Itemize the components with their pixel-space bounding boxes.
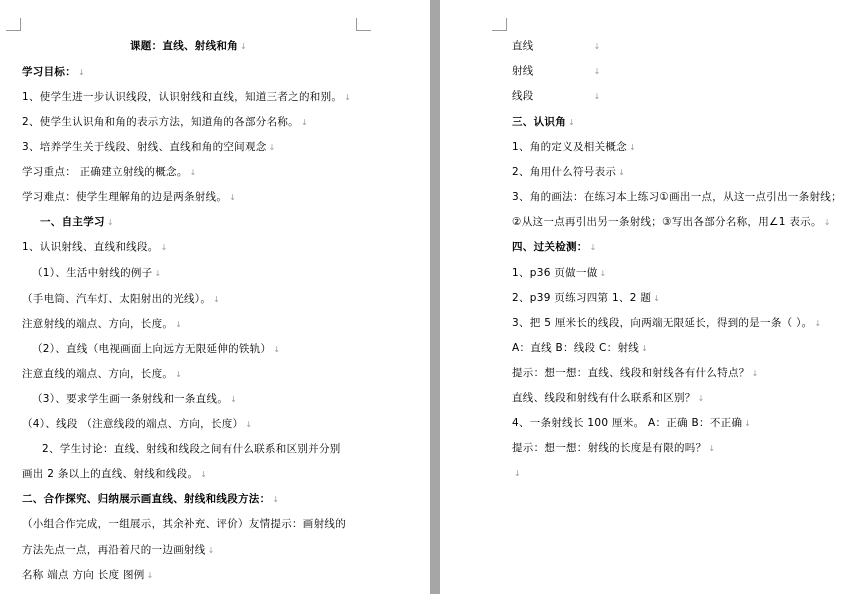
paragraph: （手电筒、汽车灯、太阳射出的光线）。 ↓: [22, 293, 221, 305]
paragraph: 1、角的定义及相关概念 ↓: [512, 141, 636, 153]
section-heading: 二、合作探究、归纳展示画直线、射线和线段方法： ↓: [22, 493, 280, 505]
margin-corner-mark: [356, 18, 371, 31]
margin-corner-mark: [492, 18, 507, 31]
paragraph: （3）、要求学生画一条射线和一条直线。 ↓: [32, 393, 238, 405]
paragraph: 1、使学生进一步认识线段，认识射线和直线，知道三者之的和别。 ↓: [22, 91, 352, 103]
margin-corner-mark: [6, 18, 21, 31]
paragraph: A：直线 B：线段 C：射线 ↓: [512, 342, 649, 354]
section-heading: 三、认识角 ↓: [512, 116, 576, 128]
paragraph: 注意直线的端点、方向，长度。 ↓: [22, 368, 183, 380]
section-heading: 一、自主学习 ↓: [40, 216, 114, 228]
paragraph: ②从这一点再引出另一条射线；③写出各部分名称，用∠1 表示。 ↓: [512, 216, 831, 228]
table-row-label: 射线 ↓: [512, 65, 601, 77]
paragraph: 2、角用什么符号表示 ↓: [512, 166, 626, 178]
paragraph: 2、p39 页练习四第 1、2 题 ↓: [512, 292, 661, 304]
paragraph: 学习目标： ↓: [22, 66, 86, 78]
paragraph: （4）、线段 （注意线段的端点、方向，长度） ↓: [22, 418, 253, 430]
paragraph: 1、认识射线、直线和线段。 ↓: [22, 241, 168, 253]
paragraph: 3、培养学生关于线段、射线、直线和角的空间观念 ↓: [22, 141, 276, 153]
document-page-right: [440, 0, 851, 594]
paragraph: 3、角的画法：在练习本上练习①画出一点，从这一点引出一条射线；: [512, 191, 842, 203]
table-row-label: 线段 ↓: [512, 90, 601, 102]
paragraph: 画出 2 条以上的直线、射线和线段。 ↓: [22, 468, 208, 480]
document-title: 课题：直线、射线和角 ↓: [130, 40, 248, 52]
paragraph: 提示：想一想：直线、线段和射线各有什么特点？ ↓: [512, 367, 759, 379]
empty-paragraph: ↓: [514, 469, 522, 478]
table-header-row: 名称 端点 方向 长度 图例 ↓: [22, 569, 154, 581]
paragraph: 2、学生讨论：直线、射线和线段之间有什么联系和区别并分别: [42, 443, 341, 455]
paragraph: 4、一条射线长 100 厘米。 A：正确 B：不正确 ↓: [512, 417, 752, 429]
page-gutter: [430, 0, 440, 594]
paragraph: 3、把 5 厘米长的线段，向两端无限延长，得到的是一条（ ）。 ↓: [512, 317, 822, 329]
paragraph: （1）、生活中射线的例子 ↓: [32, 267, 162, 279]
paragraph: （小组合作完成，一组展示，其余补充、评价）友情提示：画射线的: [22, 518, 346, 530]
paragraph: 学习难点：使学生理解角的边是两条射线。 ↓: [22, 191, 237, 203]
table-row-label: 直线 ↓: [512, 40, 601, 52]
paragraph: 2、使学生认识角和角的表示方法，知道角的各部分名称。 ↓: [22, 116, 308, 128]
paragraph: （2）、直线（电视画面上向远方无限延伸的铁轨） ↓: [32, 343, 281, 355]
paragraph: 注意射线的端点、方向，长度。 ↓: [22, 318, 183, 330]
paragraph: 提示：想一想：射线的长度是有限的吗？ ↓: [512, 442, 716, 454]
paragraph: 方法先点一点，再沿着尺的一边画射线 ↓: [22, 544, 215, 556]
paragraph: 1、p36 页做一做 ↓: [512, 267, 607, 279]
paragraph: 学习重点： 正确建立射线的概念。 ↓: [22, 166, 197, 178]
section-heading: 四、过关检测： ↓: [512, 241, 597, 253]
paragraph: 直线、线段和射线有什么联系和区别？ ↓: [512, 392, 705, 404]
